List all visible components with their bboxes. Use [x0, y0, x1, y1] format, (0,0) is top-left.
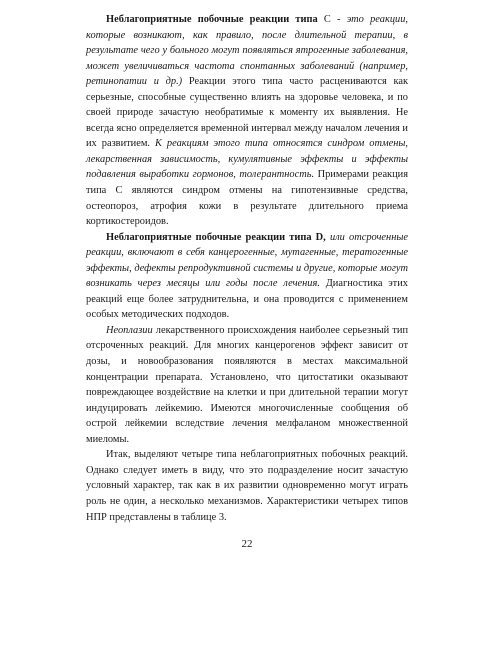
paragraph-type-d — [86, 230, 408, 323]
type-c-description: Реакции этого типа часто расцениваются как серьезные, способные существенно влиять на здоровье человека, и по своей природе зачастую необратимые к моменту их выявления. Не всегда ясно определяется временной интервал между началом лечения и их развитием. — [86, 76, 408, 150]
type-c-examples: Примерами реакция типа С являются синдром отмены на гипотензивные средства, остеопороз, атрофия кожи в результате длительного приема кортикостероидов. — [86, 169, 408, 228]
paragraph-type-c — [86, 12, 408, 230]
type-c-definition: это реакции, которые возникают, как правило, после длительной терапии, в результате чего у больного могут появляться ятрогенные заболевания, может увеличиваться частота спонтанных заболеваний (например, ретинопатии и др.) — [86, 14, 409, 88]
heading-type-c: Неблагоприятные побочные реакции типа — [106, 14, 324, 25]
paragraph-neoplasms — [86, 323, 408, 447]
type-d-description: Диагностика этих реакций еще более затруднительна, и она проводится с применением особых методических подходов. — [86, 278, 408, 321]
type-c-label: С - — [323, 14, 347, 25]
summary-text: Итак, выделяют четыре типа неблагоприятных побочных реакций. Однако следует иметь в виду, что это подразделение носит зачастую условный характер, так как в их развитии одновременно могут играть роль не один, а несколько механизмов. Характеристики четырех типов НПР представлены в таблице 3. — [86, 449, 408, 523]
heading-type-d: Неблагоприятные побочные реакции типа D, — [106, 231, 326, 243]
neoplasms-term: Неоплазии — [106, 324, 153, 336]
neoplasms-description: лекарственного происхождения наиболее серьезный тип отсроченных реакций. Для многих канцерогенов эффект зависит от дозы, и новообразования появляются в местах максимальной концентрации препарата. Установлено, что цитостатики оказывают повреждающее воздействие на клетки и при длительной терапии могут индуцировать лейкемию. Имеются многочисленные сообщения об острой лейкемии вследствие лечения мелфаланом множественной миеломы. — [86, 324, 408, 445]
page-number: 22 — [241, 538, 253, 550]
type-c-list: К реакциям этого типа относятся синдром отмены, лекарственная зависимость, кумулятивные эффекты и эффекты подавления выработки гормонов, толерантность. — [86, 138, 409, 181]
paragraph-summary — [86, 447, 408, 525]
page-body — [86, 12, 408, 525]
type-d-definition: или отсроченные реакции, включают в себя канцерогенные, мутагенные, тератогенные эффекты, дефекты репродуктивной системы и другие, которые могут возникать через месяцы или годы после лечения. — [86, 231, 408, 290]
